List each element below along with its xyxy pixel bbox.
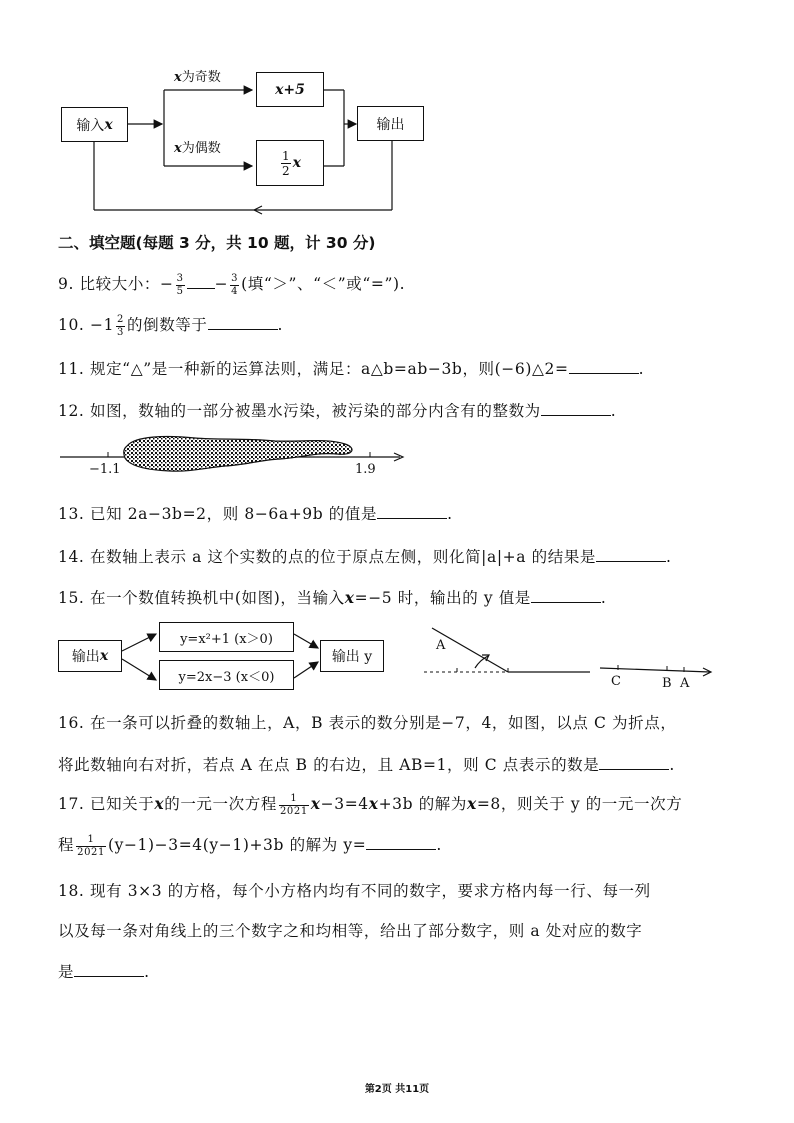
q16-label-a: A [680,676,690,691]
question-13: 13. 已知 2a−3b=2，则 8−6a+9b 的值是 . [58,505,453,523]
question-16-line-2: 将此数轴向右对折，若点 A 在点 B 的右边，且 AB=1，则 C 点表示的数是 . [58,756,675,774]
q15-output-box: 输出 y [320,640,384,672]
box-odd: x+5 [256,72,324,107]
box-even: $\frac{1}{2}$ x [256,140,324,186]
q15-input-box: 输出 x [58,640,122,672]
number-line-right-label: 1.9 [355,462,376,477]
q16-label-b: B [662,676,672,691]
answer-blank [187,274,215,289]
answer-blank [599,755,669,770]
question-15: 15. 在一个数值转换机中(如图)，当输入x=−5 时，输出的 y 值是 . [58,588,607,607]
answer-blank [377,504,447,519]
page-number: 第2页 共11页 [364,1084,430,1095]
question-18-line-2: 以及每一条对角线上的三个数字之和均相等，给出了部分数字，则 a 处对应的数字 [58,922,643,940]
question-17-line-2: 程 $\frac{1}{2021}$ (y−1)−3=4(y−1)+3b 的解为 y= . [58,833,442,858]
input-label: 输入 [76,117,105,134]
q16-fold-diagram [420,620,720,690]
answer-blank [74,962,144,977]
question-12: 12. 如图，数轴的一部分被墨水污染，被污染的部分内含有的整数为 . [58,402,617,420]
answer-blank [541,401,611,416]
question-9: 9. 比较大小：− $\frac{3}{5}$ − $\frac{3}{4}$ (填“＞”、“＜”或“=”). [58,272,406,297]
branch-even-label: x为偶数 [174,141,221,156]
question-18-line-1: 18. 现有 3×3 的方格，每个小方格内均有不同的数字，要求方格内每一行、每一列 [58,882,651,900]
answer-blank [531,588,601,603]
answer-blank [596,547,666,562]
input-box [61,107,128,142]
question-10: 10. −1 $\frac{2}{3}$ 的倒数等于 . [58,313,284,338]
output-box: 输出 [357,106,424,141]
ink-blot [124,437,352,472]
input-var: x [104,116,113,133]
question-14: 14. 在数轴上表示 a 这个实数的点的位于原点左侧，则化简|a|+a 的结果是 . [58,548,672,566]
q16-label-c: C [611,674,621,689]
number-line-left-label: −1.1 [89,462,121,477]
question-11: 11. 规定“△”是一种新的运算法则，满足：a△b=ab−3b，则(−6)△2= . [58,360,645,378]
answer-blank [208,315,278,330]
question-18-line-3: 是 . [58,963,150,981]
answer-blank [366,835,436,850]
branch-odd-label: x为奇数 [174,70,221,85]
section-heading: 二、填空题(每题 3 分，共 10 题，计 30 分) [58,234,376,252]
question-17-line-1: 17. 已知关于x的一元一次方程 $\frac{1}{2021}$ x−3=4x+3b 的解为x=8，则关于 y 的一元一次方 [58,792,683,817]
answer-blank [569,359,639,374]
q16-label-a-top: A [436,638,446,653]
q15-upper-box: y=x²+1 (x＞0) [159,622,294,652]
question-16-line-1: 16. 在一条可以折叠的数轴上，A，B 表示的数分别是−7，4，如图，以点 C 为折点， [58,714,677,732]
q15-lower-box: y=2x−3 (x＜0) [159,660,294,690]
